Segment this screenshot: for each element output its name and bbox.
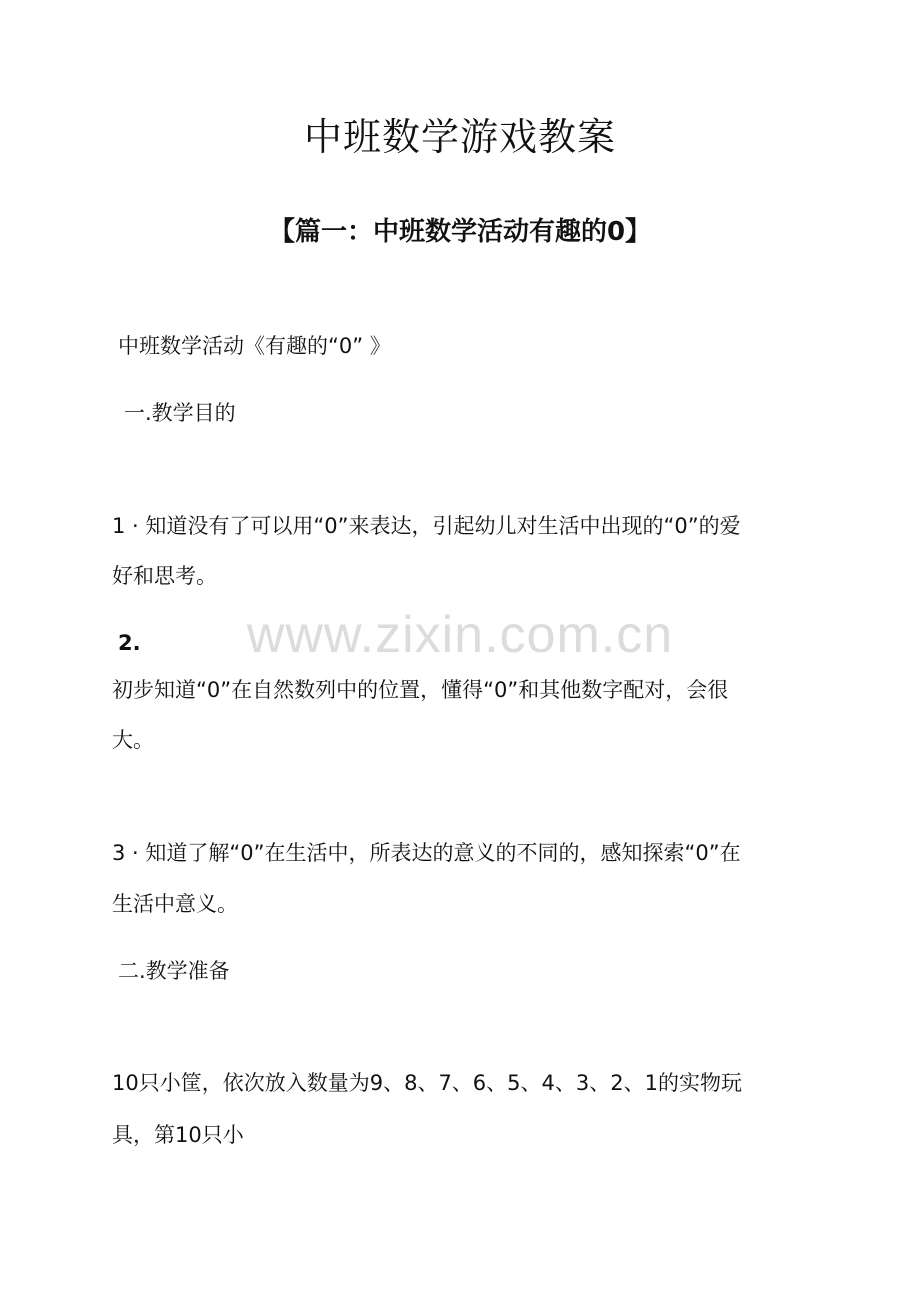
goal-1-line-1: 1 · 知道没有了可以用“0”来表达，引起幼儿对生活中出现的“0”的爱 — [112, 514, 741, 538]
activity-name: 中班数学活动《有趣的“0” 》 — [118, 334, 391, 358]
section-heading-preparation: 二.教学准备 — [118, 959, 230, 983]
preparation-line-1: 10只小筐，依次放入数量为9、8、7、6、5、4、3、2、1的实物玩 — [112, 1071, 742, 1095]
preparation-line-2: 具，第10只小 — [112, 1123, 244, 1147]
section-heading-goals: 一.教学目的 — [124, 401, 236, 425]
document-title: 中班数学游戏教案 — [303, 115, 616, 159]
goal-1-line-2: 好和思考。 — [112, 564, 217, 588]
goal-3-line-2: 生活中意义。 — [112, 892, 238, 916]
watermark: www.zixin.com.cn — [246, 606, 674, 664]
goal-3-line-1: 3 · 知道了解“0”在生活中，所表达的意义的不同的，感知探索“0”在 — [112, 841, 741, 865]
document-subtitle: 【篇一：中班数学活动有趣的0】 — [268, 217, 652, 247]
goal-2-line-1: 初步知道“0”在自然数列中的位置，懂得“0”和其他数字配对，会很 — [112, 678, 729, 702]
goal-2-line-2: 大。 — [112, 728, 154, 752]
goal-2-number: 2. — [118, 631, 141, 655]
